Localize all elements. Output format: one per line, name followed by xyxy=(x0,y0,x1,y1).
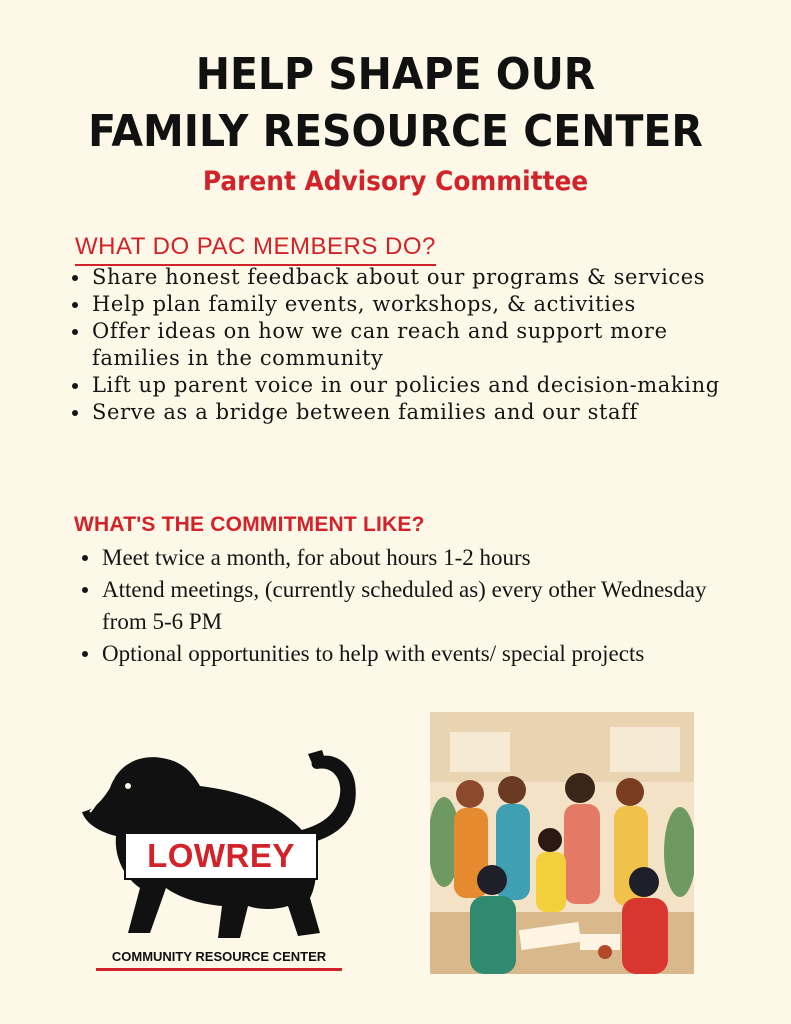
lowrey-logo xyxy=(70,728,370,978)
list-item: Meet twice a month, for about hours 1-2 hours xyxy=(80,542,740,574)
list-item: Lift up parent voice in our policies and decision-making xyxy=(70,372,750,399)
section-heading-commitment: WHAT'S THE COMMITMENT LIKE? xyxy=(74,513,425,536)
title-line-1: HELP SHAPE OUR xyxy=(195,49,596,100)
logo-name: LOWREY xyxy=(124,832,318,880)
members-list xyxy=(70,264,750,426)
logo-underline xyxy=(96,968,342,971)
list-item: Optional opportunities to help with events/ special projects xyxy=(80,638,740,670)
title-line-2: FAMILY RESOURCE CENTER xyxy=(88,106,703,157)
section-heading-members: WHAT DO PAC MEMBERS DO? xyxy=(75,230,436,266)
list-item: Serve as a bridge between families and our staff xyxy=(70,399,750,426)
list-item: Help plan family events, workshops, & activities xyxy=(70,291,750,318)
list-item: Offer ideas on how we can reach and support more families in the community xyxy=(70,318,750,372)
commitment-list xyxy=(80,542,740,670)
subtitle: Parent Advisory Committee xyxy=(202,166,589,197)
families-gathering-illustration xyxy=(430,712,694,974)
list-item: Share honest feedback about our programs & services xyxy=(70,264,750,291)
list-item: Attend meetings, (currently scheduled as) every other Wednesday from 5-6 PM xyxy=(80,574,740,638)
logo-tagline: COMMUNITY RESOURCE CENTER xyxy=(111,949,327,964)
